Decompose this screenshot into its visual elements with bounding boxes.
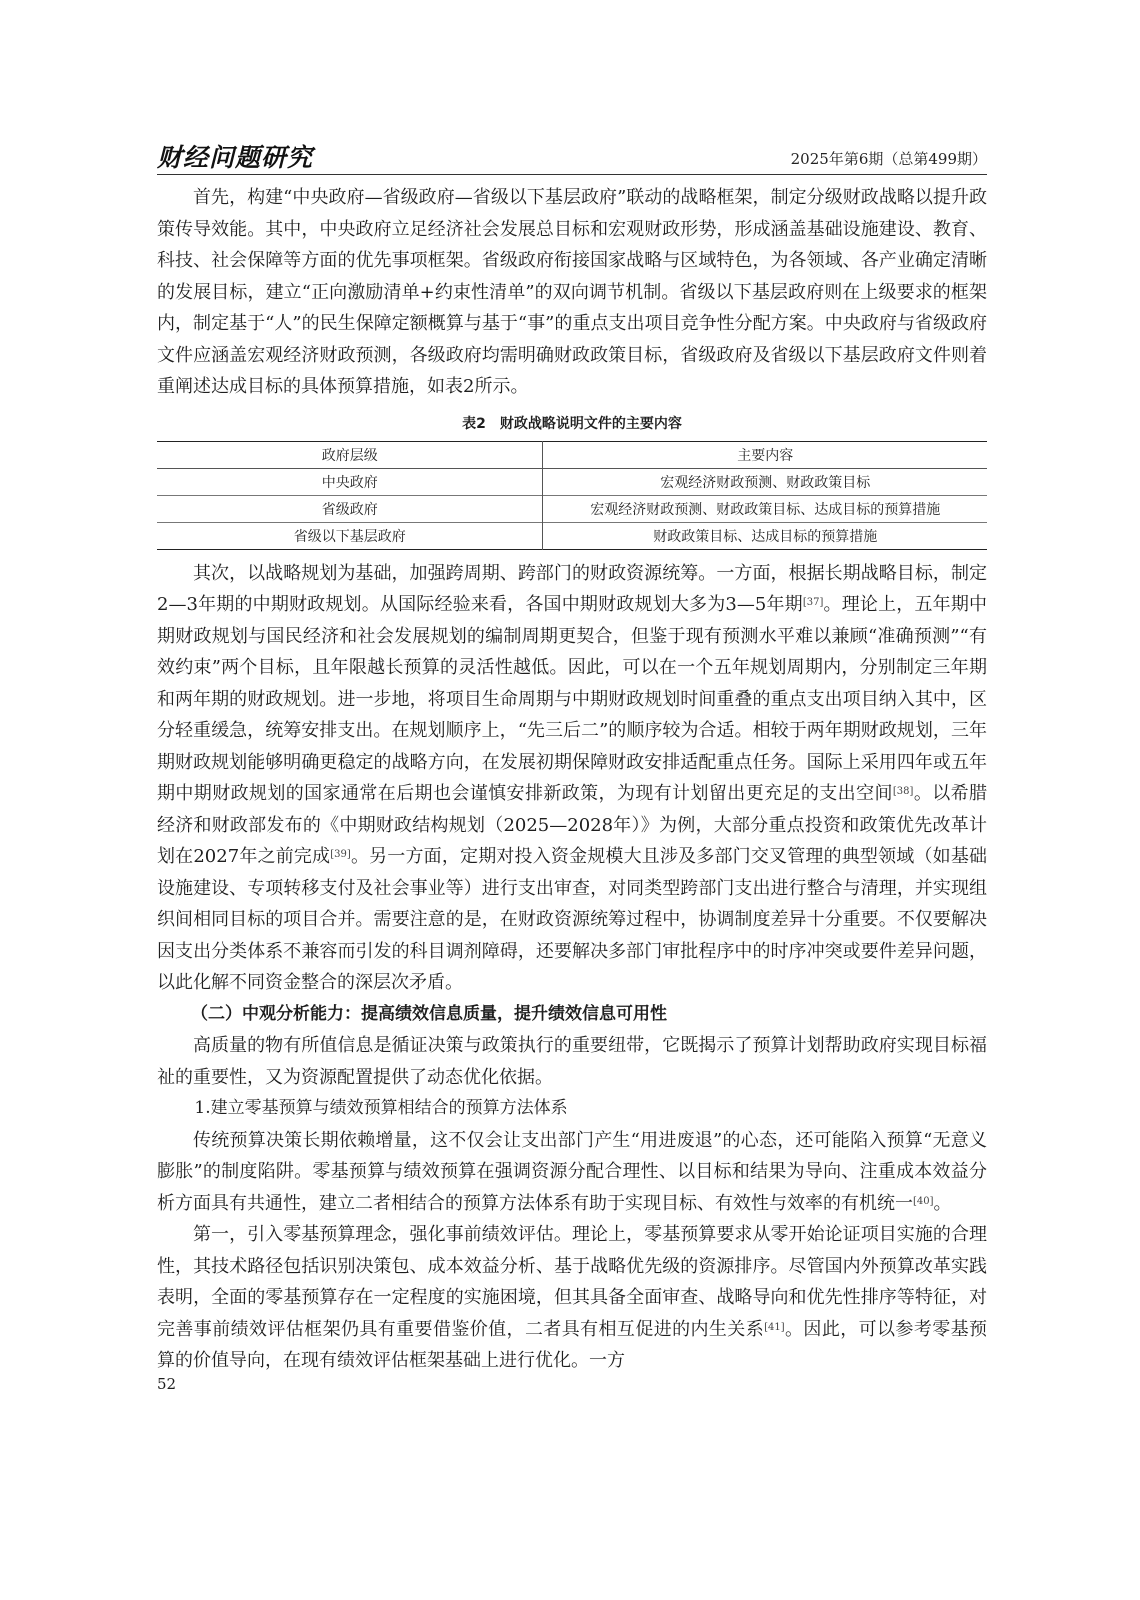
fiscal-strategy-table: [157, 441, 987, 550]
table-cell: 宏观经济财政预测、财政政策目标、达成目标的预算措施: [590, 501, 941, 518]
citation-37: [37]: [802, 597, 824, 608]
issue-info: 2025年第6期（总第499期）: [790, 150, 987, 168]
text-span: 传统预算决策长期依赖增量，这不仅会让支出部门产生“用进废退”的心态，还可能陷入预算“无意义膨胀”的制度陷阱。零基预算与绩效预算在强调资源分配合理性、以目标和结果为导向、注重成本效益分析方面具有共通性，建立二者相结合的预算方法体系有助于实现目标、有效性与效率的有机统一: [157, 1129, 987, 1214]
text-span: 。以希腊经济和财政部发布的《中期财政结构规划（2025—2028年）》为例，大部分重点投资和政策优先改革计划在2027年之前完成: [157, 783, 988, 867]
citation-39: [39]: [330, 849, 351, 860]
table-cell: 宏观经济财政预测、财政政策目标: [660, 474, 871, 491]
table-row: [157, 468, 987, 495]
paragraph-resource-coordination: [157, 558, 987, 999]
citation-41: [41]: [764, 1321, 785, 1333]
text-span: 。因此，可以参考零基预算的价值导向，在现有绩效评估框架基础上进行优化。一方: [157, 1318, 988, 1371]
text-span: 。: [933, 1192, 952, 1214]
citation-38: [38]: [892, 786, 914, 797]
paragraph-value-information: 高质量的物有所值信息是循证决策与政策执行的重要纽带，它既揭示了预算计划帮助政府实现目标福祉的重要性，又为资源配置提供了动态优化依据。: [157, 1035, 987, 1088]
sub-heading: 1.建立零基预算与绩效预算相结合的预算方法体系: [194, 1098, 568, 1118]
paragraph-zero-based-budget: [157, 1219, 987, 1377]
text-span: 第一，引入零基预算理念，强化事前绩效评估。理论上，零基预算要求从零开始论证项目实施的合理性，其技术路径包括识别决策包、成本效益分析、基于战略优先级的资源排序。尽管国内外预算改革实践表明，全面的零基预算存在一定程度的实施困境，但其具备全面审查、战略导向和优先性排序等特征，对完善事前绩效评估框架仍具有重要借鉴价值，二者具有相互促进的内生关系: [157, 1224, 987, 1340]
running-header: [157, 138, 987, 175]
table-caption: 表2 财政战略说明文件的主要内容: [462, 415, 682, 432]
article-body: [157, 182, 987, 1377]
paragraph-budget-method: [157, 1125, 987, 1220]
section-heading: （二）中观分析能力：提高绩效信息质量，提升绩效信息可用性: [191, 1003, 667, 1024]
table-cell: 财政政策目标、达成目标的预算措施: [653, 528, 878, 545]
table-header-cell: 政府层级: [157, 441, 543, 468]
table-cell: 中央政府: [157, 468, 543, 495]
table-header-cell: 主要内容: [737, 447, 794, 464]
table-row: [157, 495, 987, 522]
table-row: [157, 522, 987, 549]
text-span: 。理论上，五年期中期财政规划与国民经济和社会发展规划的编制周期更契合，但鉴于现有预测水平难以兼顾“准确预测”“有效约束”两个目标，且年限越长预算的灵活性越低。因此，可以在一个五年规划周期内，分别制定三年期和两年期的财政规划。进一步地，将项目生命周期与中期财政规划时间重叠的重点支出项目纳入其中，区分轻重缓急，统筹安排支出。在规划顺序上，“先三后二”的顺序较为合适。相较于两年期财政规划，三年期财政规划能够明确更稳定的战略方向，在发展初期保障财政安排适配重点任务。国际上采用四年或五年期中期财政规划的国家通常在后期也会谨慎安排新政策，为现有计划留出更充足的支出空间: [157, 594, 987, 804]
text-span: 。另一方面，定期对投入资金规模大且涉及多部门交叉管理的典型领域（如基础设施建设、专项转移支付及社会事业等）进行支出审查，对同类型跨部门支出进行整合与清理，并实现组织间相同目标的项目合并。需要注意的是，在财政资源统筹过程中，协调制度差异十分重要。不仅要解决因支出分类体系不兼容而引发的科目调剂障碍，还要解决多部门审批程序中的时序冲突或要件差异问题，以此化解不同资金整合的深层次矛盾。: [157, 846, 987, 993]
table-cell: 省级政府: [157, 495, 543, 522]
text-span: 其次，以战略规划为基础，加强跨周期、跨部门的财政资源统筹。一方面，根据长期战略目标，制定2—3年期的中期财政规划。从国际经验来看，各国中期财政规划大多为3—5年期: [157, 562, 987, 615]
table-cell: 省级以下基层政府: [157, 522, 543, 549]
table-header-row: [157, 441, 987, 468]
journal-logo: 财经问题研究: [157, 143, 314, 172]
page-number: 52: [157, 1375, 177, 1393]
citation-40: [40]: [913, 1195, 934, 1207]
paragraph-strategic-framework: 首先，构建“中央政府—省级政府—省级以下基层政府”联动的战略框架，制定分级财政战略以提升政策传导效能。其中，中央政府立足经济社会发展总目标和宏观财政形势，形成涵盖基础设施建设、教育、科技、社会保障等方面的优先事项框架。省级政府衔接国家战略与区域特色，为各领域、各产业确定清晰的发展目标，建立“正向激励清单+约束性清单”的双向调节机制。省级以下基层政府则在上级要求的框架内，制定基于“人”的民生保障定额概算与基于“事”的重点支出项目竞争性分配方案。中央政府与省级政府文件应涵盖宏观经济财政预测，各级政府均需明确财政政策目标，省级政府及省级以下基层政府文件则着重阐述达成目标的具体预算措施，如表2所示。: [157, 187, 987, 397]
